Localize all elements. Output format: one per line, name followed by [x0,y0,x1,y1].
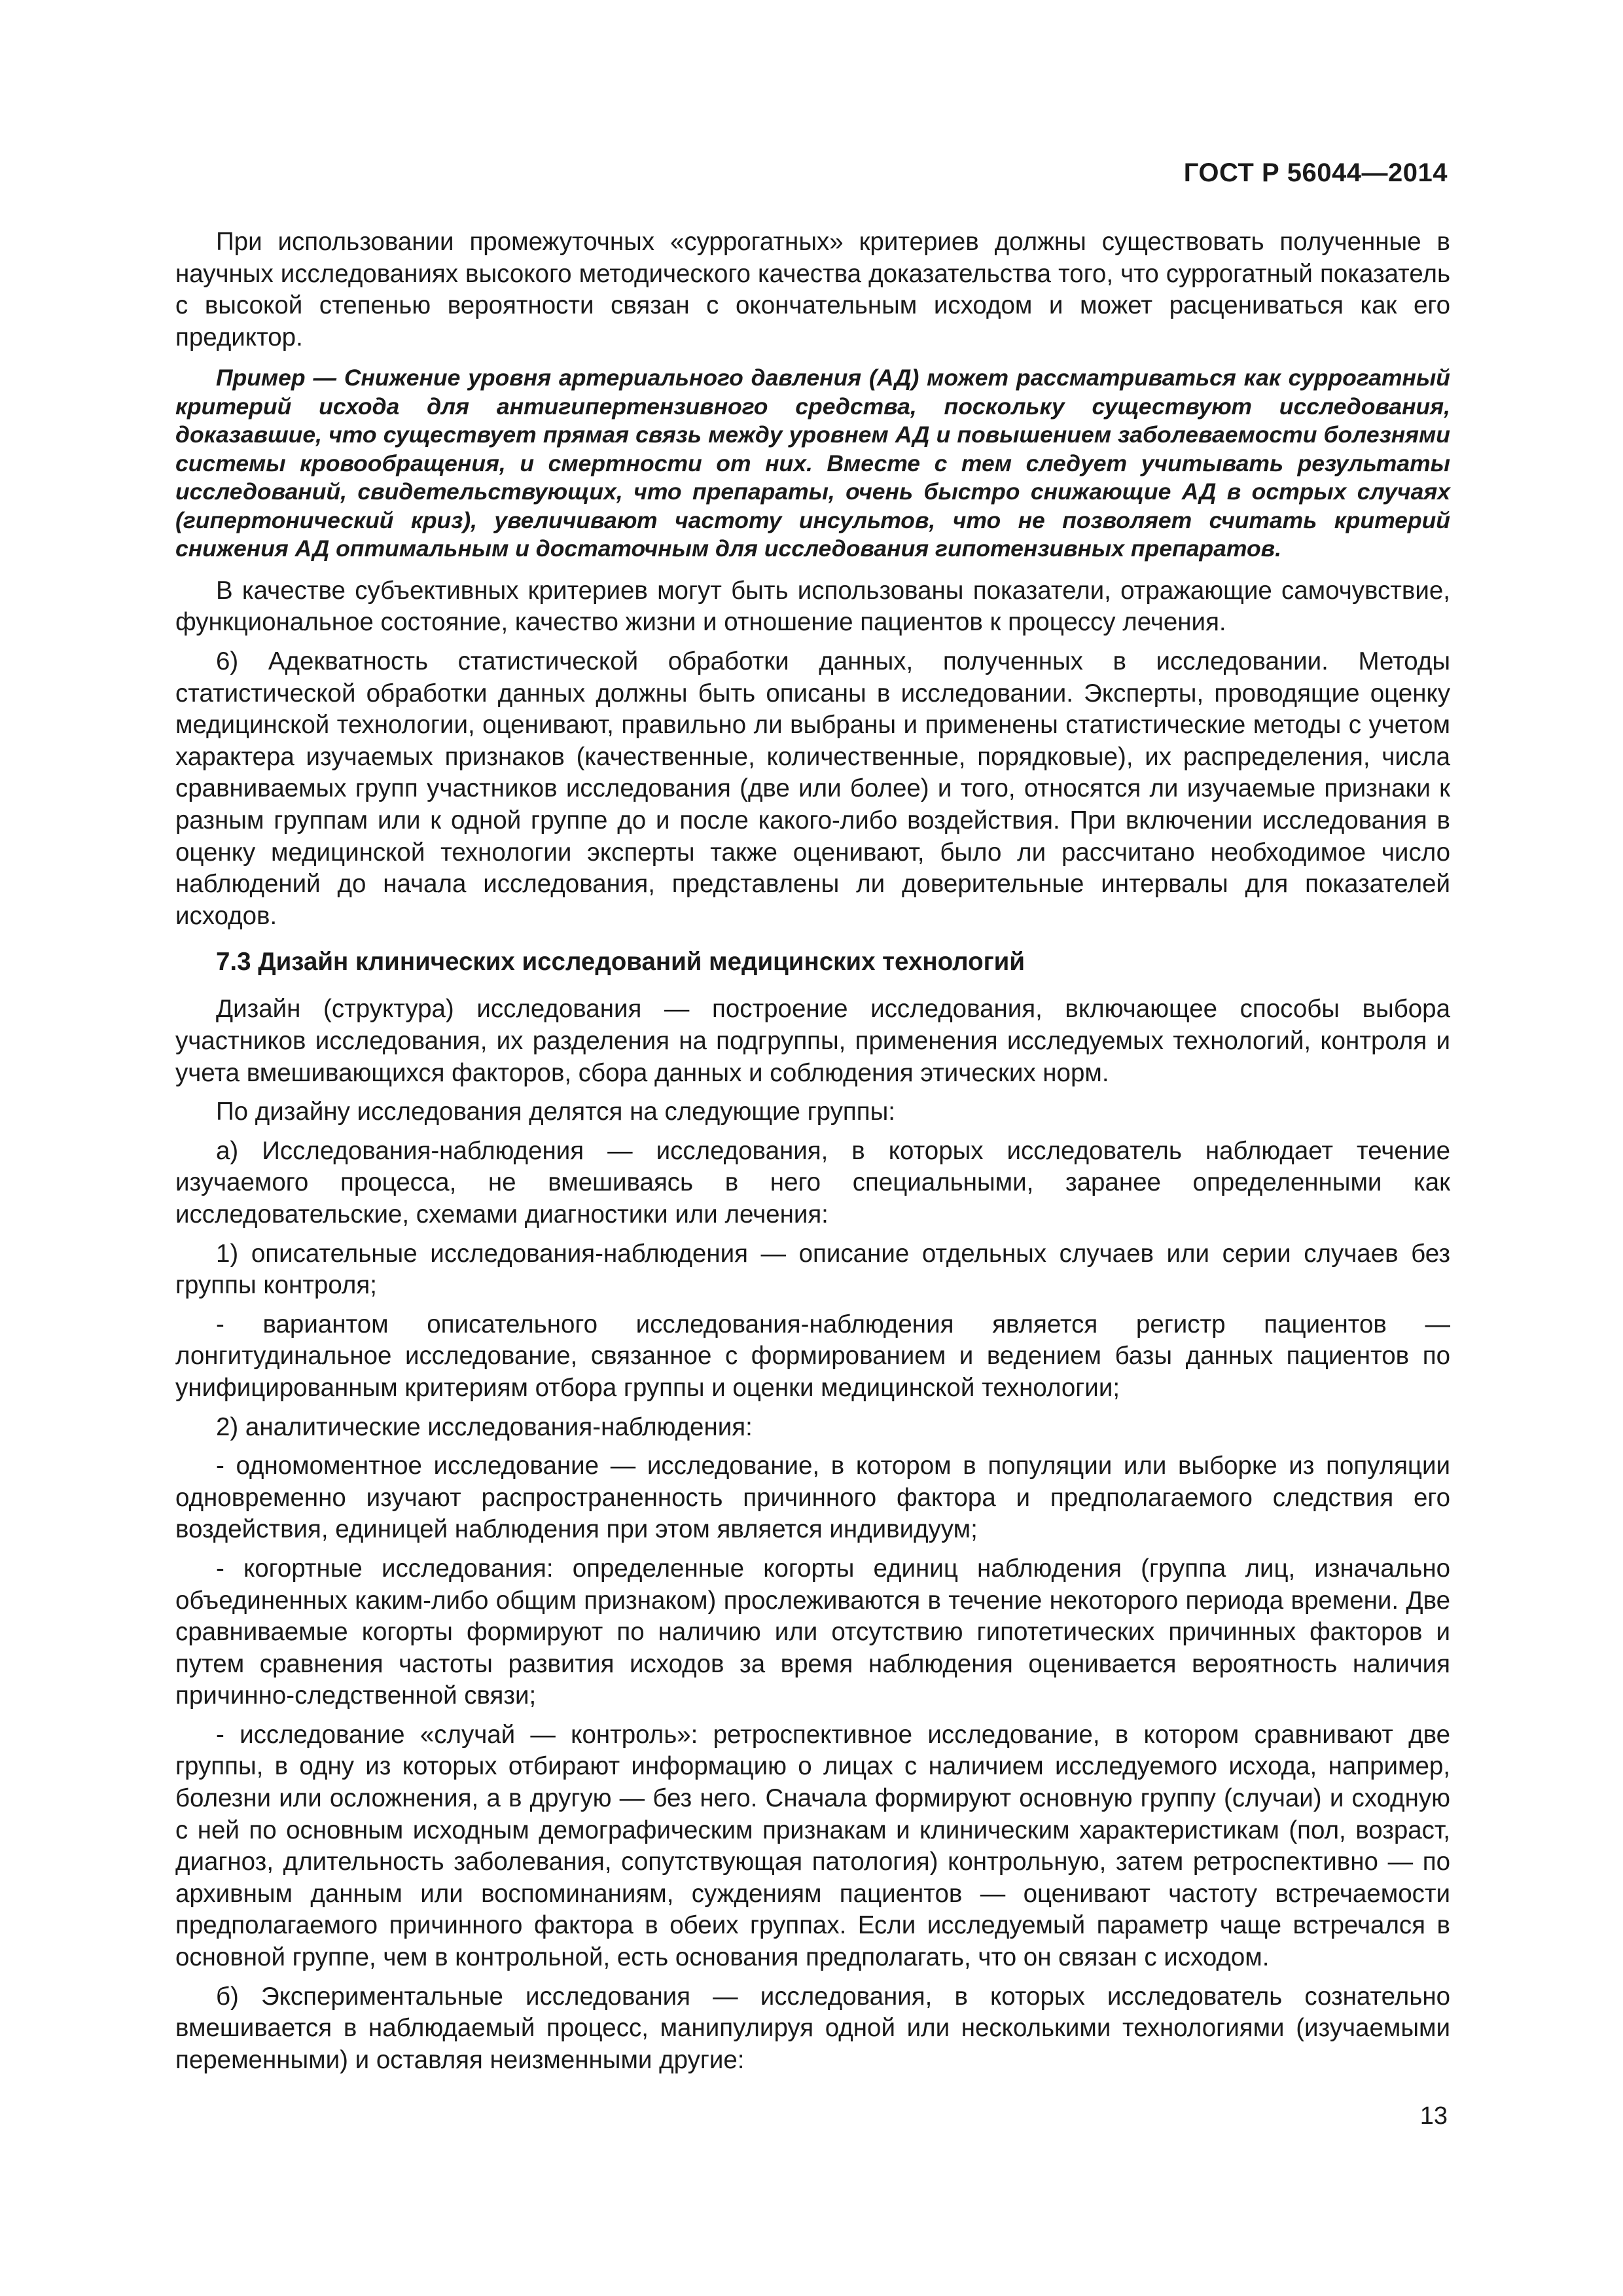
paragraph: По дизайну исследования делятся на следующие группы: [216,1098,895,1126]
body-text [175,226,1450,2083]
list-item: 1) описательные исследования-наблюдения — описание отдельных случаев или серии случаев без группы контроля; [175,1239,1450,1300]
list-item: 2) аналитические исследования-наблюдения: [216,1412,753,1441]
page-number: 13 [1419,2102,1448,2130]
section-heading: 7.3 Дизайн клинических исследований медицинских технологий [216,948,1026,977]
list-item: б) Экспериментальные исследования — исследования, в которых исследователь сознательно вмешивается в наблюдаемый процесс, манипулируя одной или несколькими технологиями (изучаемыми переменными) и оставляя неизменными другие: [175,1982,1450,2074]
list-item: а) Исследования-наблюдения — исследования, в которых исследователь наблюдает течение изучаемого процесса, не вмешиваясь в него специальными, заранее определенными как исследовательские, схемами диагностики или лечения: [175,1136,1450,1229]
list-item: - когортные исследования: определенные когорты единиц наблюдения (группа лиц, изначально объединенных каким-либо общим признаком) прослеживаются в течение некоторого периода времени. Две сравниваемые когорты формируют по наличию или отсутствию гипотетических причинных факторов и путем сравнения частоты развития исходов за время наблюдения оценивается вероятность наличия причинно-следственной связи; [175,1554,1450,1710]
paragraph: Дизайн (структура) исследования — построение исследования, включающее способы выбора участников исследования, их разделения на подгруппы, применения исследуемых технологий, контроля и учета вмешивающихся факторов, сбора данных и соблюдения этических норм. [175,995,1450,1087]
document-code: ГОСТ Р 56044—2014 [1183,158,1448,187]
paragraph: При использовании промежуточных «суррогатных» критериев должны существовать полученные в научных исследованиях высокого методического качества доказательства того, что суррогатный показатель с высокой степенью вероятности связан с окончательным исходом и может расцениваться как его предиктор. [175,228,1450,351]
list-item: - вариантом описательного исследования-наблюдения является регистр пациентов — лонгитудинальное исследование, связанное с формированием и ведением базы данных пациентов по унифицированным критериям отбора группы и оценки медицинской технологии; [175,1310,1450,1402]
list-item: - одномоментное исследование — исследование, в котором в популяции или выборке из популяции одновременно изучают распространенность причинного фактора и предполагаемого следствия его воздействия, единицей наблюдения при этом является индивидуум; [175,1452,1450,1544]
example-note: Пример — Снижение уровня артериального давления (АД) может рассматриваться как суррогатный критерий исхода для антигипертензивного средства, поскольку существуют исследования, доказавшие, что существует прямая связь между уровнем АД и повышением заболеваемости болезнями системы кровообращения, и смертности от них. Вместе с тем следует учитывать результаты исследований, свидетельствующих, что препараты, очень быстро снижающие АД в острых случаях (гипертонический криз), увеличивают частоту инсультов, что не позволяет считать критерий снижения АД оптимальным и достаточным для исследования гипотензивных препаратов. [175,365,1450,562]
paragraph: 6) Адекватность статистической обработки данных, полученных в исследовании. Методы статистической обработки данных должны быть описаны в исследовании. Эксперты, проводящие оценку медицинской технологии, оценивают, правильно ли выбраны и применены статистические методы с учетом характера изучаемых признаков (качественные, количественные, порядковые), их распределения, числа сравниваемых групп участников исследования (две или более) и того, относятся ли изучаемые признаки к разным группам или к одной группе до и после какого-либо воздействия. При включении исследования в оценку медицинской технологии эксперты также оценивают, было ли рассчитано необходимое число наблюдений до начала исследования, представлены ли доверительные интервалы для показателей исходов. [175,647,1450,930]
list-item: - исследование «случай — контроль»: ретроспективное исследование, в котором сравнивают две группы, в одну из которых отбирают информацию о лицах с наличием исследуемого исхода, например, болезни или осложнения, а в другую — без него. Сначала формируют основную группу (случаи) и сходную с ней по основным исходным демографическим признакам и клиническим характеристикам (пол, возраст, диагноз, длительность заболевания, сопутствующая патология) контрольную, затем ретроспективно — по архивным данным или воспоминаниям, суждениям пациентов — оценивают частоту встречаемости предполагаемого причинного фактора в обеих группах. Если исследуемый параметр чаще встречался в основной группе, чем в контрольной, есть основания предполагать, что он связан с исходом. [175,1720,1450,1972]
paragraph: В качестве субъективных критериев могут быть использованы показатели, отражающие самочувствие, функциональное состояние, качество жизни и отношение пациентов к процессу лечения. [175,576,1450,637]
